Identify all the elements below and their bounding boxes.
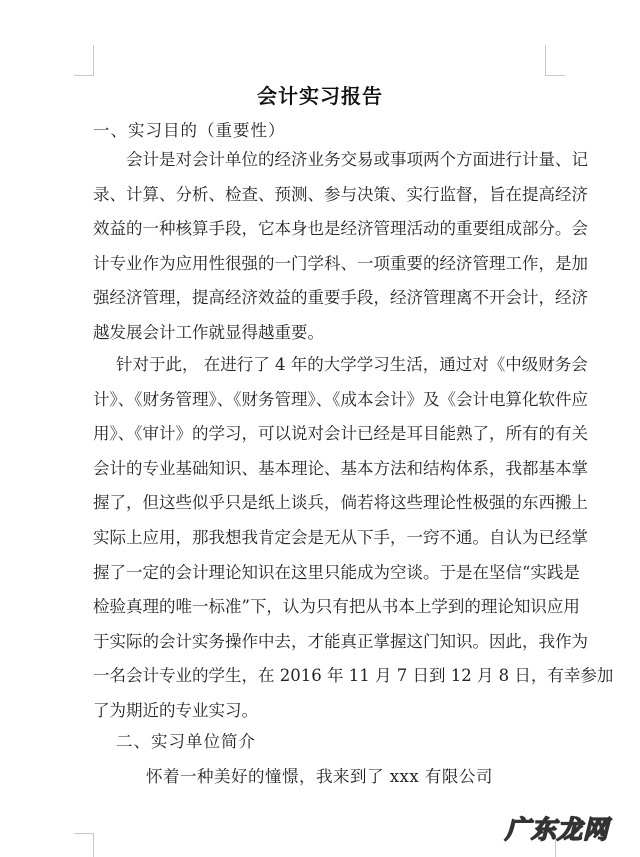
paragraph-line: 计专业作为应用性很强的一门学科、一项重要的经济管理工作，是加 [93, 253, 588, 273]
paragraph-line: 握了，但这些似乎只是纸上谈兵，倘若将这些理论性极强的东西搬上 [93, 493, 588, 513]
corner-mark-top-right-v [545, 45, 546, 76]
paragraph-line: 效益的一种核算手段，它本身也是经济管理活动的重要组成部分。会 [93, 219, 588, 239]
paragraph-line: 了为期近的专业实习。 [93, 700, 258, 720]
corner-mark-top-left-h [74, 75, 94, 76]
section-heading-1: 一、实习目的（重要性） [93, 121, 286, 140]
paragraph-1 [93, 143, 588, 351]
section-heading-2: 二、实习单位简介 [116, 732, 256, 751]
paragraph-line: 握了一定的会计理论知识在这里只能成为空谈。于是在坚信“实践是 [93, 562, 580, 582]
corner-mark-bottom-left-h [74, 833, 94, 834]
section-2-paragraph: 怀着一种美好的憧憬，我来到了 xxx 有限公司 [146, 767, 493, 786]
corner-mark-top-right-h [545, 75, 565, 76]
paragraph-line: 一名会计专业的学生，在 2016 年 11 月 7 日到 12 月 8 日，有幸参加 [93, 666, 614, 686]
paragraph-line: 会计是对会计单位的经济业务交易或事项两个方面进行计量、记 [126, 150, 588, 169]
paragraph-line: 用》、《审计》的学习，可以说对会计已经是耳目能熟了，所有的有关 [93, 424, 588, 444]
paragraph-line: 检验真理的唯一标准”下，认为只有把从书本上学到的理论知识应用 [93, 597, 580, 617]
paragraph-line: 实际上应用，那我想我肯定会是无从下手，一窍不通。自认为已经掌 [93, 527, 588, 547]
watermark-logo: 广东龙网 [505, 815, 610, 844]
paragraph-line: 于实际的会计实务操作中去，才能真正掌握这门知识。因此，我作为 [93, 631, 588, 651]
document-title: 会计实习报告 [257, 84, 383, 108]
paragraph-2 [93, 348, 614, 729]
paragraph-line: 录、计算、分析、检查、预测、参与决策、实行监督，旨在提高经济 [93, 184, 588, 204]
corner-mark-bottom-left-v [93, 833, 94, 857]
paragraph-line: 计》、《财务管理》、《财务管理》、《成本会计》及《会计电算化软件应 [93, 389, 588, 409]
paragraph-line: 越发展会计工作就显得越重要。 [93, 322, 324, 342]
corner-mark-top-left-v [93, 45, 94, 76]
paragraph-line: 强经济管理，提高经济效益的重要手段，经济管理离不开会计，经济 [93, 288, 588, 308]
paragraph-line: 会计的专业基础知识、基本理论、基本方法和结构体系，我都基本掌 [93, 458, 588, 478]
paragraph-line: 针对于此， 在进行了 4 年的大学学习生活，通过对《中级财务会 [116, 355, 588, 374]
